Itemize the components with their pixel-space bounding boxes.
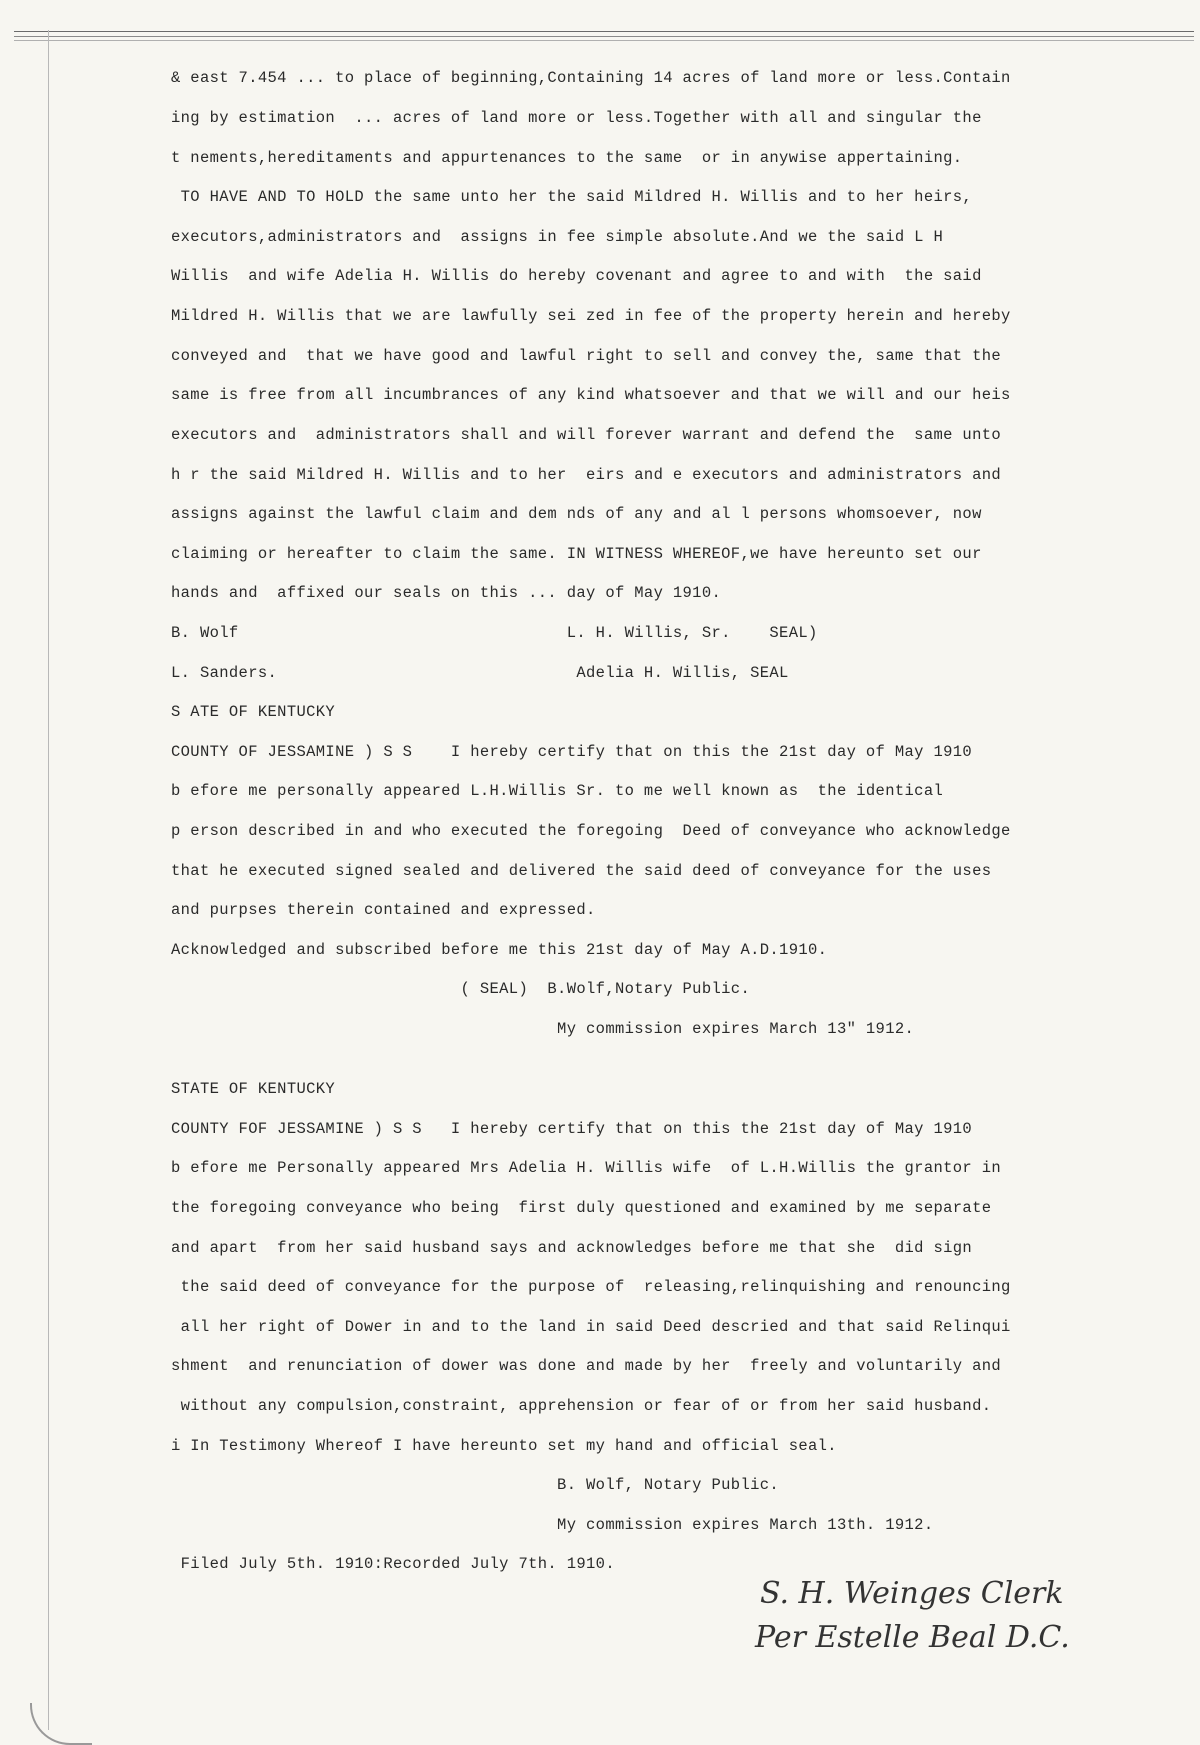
text-line: Mildred H. Willis that we are lawfully sei zed in fee of the property herein and hereby bbox=[171, 307, 1011, 325]
top-rule bbox=[14, 31, 1194, 32]
text-line: COUNTY FOF JESSAMINE ) S S I hereby certify that on this the 21st day of May 1910 bbox=[171, 1120, 973, 1138]
top-rule bbox=[14, 40, 1194, 41]
text-line: the foregoing conveyance who being first duly questioned and examined by me separate bbox=[171, 1199, 992, 1217]
text-line: t nements,hereditaments and appurtenances to the same or in anywise appertaining. bbox=[171, 149, 963, 167]
text-line: conveyed and that we have good and lawful right to sell and convey the, same that the bbox=[171, 347, 1002, 365]
text-line: b efore me personally appeared L.H.Willis Sr. to me well known as the identical bbox=[171, 782, 944, 800]
text-line: claiming or hereafter to claim the same. IN WITNESS WHEREOF,we have hereunto set our bbox=[171, 545, 982, 563]
text-line: ing by estimation ... acres of land more or less.Together with all and singular the bbox=[171, 109, 982, 127]
text-line: same is free from all incumbrances of any kind whatsoever and that we will and our heis bbox=[171, 386, 1011, 404]
text-line: ( SEAL) B.Wolf,Notary Public. bbox=[171, 980, 751, 998]
text-line: S ATE OF KENTUCKY bbox=[171, 703, 336, 721]
text-line: p erson described in and who executed the foregoing Deed of conveyance who acknowledge bbox=[171, 822, 1011, 840]
text-line: h r the said Mildred H. Willis and to her eirs and e executors and administrators and bbox=[171, 466, 1002, 484]
text-line: Willis and wife Adelia H. Willis do hereby covenant and agree to and with the said bbox=[171, 267, 982, 285]
text-line: executors,administrators and assigns in fee simple absolute.And we the said L H bbox=[171, 228, 944, 246]
text-line: shment and renunciation of dower was done and made by her freely and voluntarily and bbox=[171, 1357, 1002, 1375]
text-line: without any compulsion,constraint, apprehension or fear of or from her said husband. bbox=[171, 1397, 992, 1415]
text-line: executors and administrators shall and will forever warrant and defend the same unto bbox=[171, 426, 1002, 444]
text-line: My commission expires March 13th. 1912. bbox=[171, 1516, 934, 1534]
text-line: STATE OF KENTUCKY bbox=[171, 1080, 336, 1098]
top-rule bbox=[14, 36, 1194, 37]
text-line: Acknowledged and subscribed before me this 21st day of May A.D.1910. bbox=[171, 941, 828, 959]
text-line: that he executed signed sealed and delivered the said deed of conveyance for the uses bbox=[171, 862, 992, 880]
text-line: and apart from her said husband says and acknowledges before me that she did sign bbox=[171, 1239, 973, 1257]
page-curl bbox=[30, 1703, 92, 1745]
text-line: L. Sanders. Adelia H. Willis, SEAL bbox=[171, 664, 789, 682]
text-line: Filed July 5th. 1910:Recorded July 7th. 1910. bbox=[171, 1555, 615, 1573]
text-line: hands and affixed our seals on this ... day of May 1910. bbox=[171, 584, 722, 602]
text-line: assigns against the lawful claim and dem nds of any and al l persons whomsoever, now bbox=[171, 505, 982, 523]
text-line: & east 7.454 ... to place of beginning,Containing 14 acres of land more or less.Contain bbox=[171, 69, 1011, 87]
margin-line bbox=[48, 30, 49, 1730]
text-line: B. Wolf L. H. Willis, Sr. SEAL) bbox=[171, 624, 818, 642]
text-line: b efore me Personally appeared Mrs Adelia H. Willis wife of L.H.Willis the grantor in bbox=[171, 1159, 1002, 1177]
text-line: COUNTY OF JESSAMINE ) S S I hereby certify that on this the 21st day of May 1910 bbox=[171, 743, 973, 761]
text-line: and purpses therein contained and expressed. bbox=[171, 901, 596, 919]
text-line: all her right of Dower in and to the land in said Deed descried and that said Relinqui bbox=[171, 1318, 1011, 1336]
deputy-clerk-signature: Per Estelle Beal D.C. bbox=[755, 1620, 1070, 1655]
text-line: TO HAVE AND TO HOLD the same unto her the said Mildred H. Willis and to her heirs, bbox=[171, 188, 973, 206]
text-line: i In Testimony Whereof I have hereunto set my hand and official seal. bbox=[171, 1437, 837, 1455]
text-line: B. Wolf, Notary Public. bbox=[171, 1476, 780, 1494]
clerk-signature: S. H. Weinges Clerk bbox=[760, 1576, 1064, 1611]
text-line: My commission expires March 13" 1912. bbox=[171, 1020, 915, 1038]
text-line: the said deed of conveyance for the purpose of releasing,relinquishing and renouncing bbox=[171, 1278, 1011, 1296]
